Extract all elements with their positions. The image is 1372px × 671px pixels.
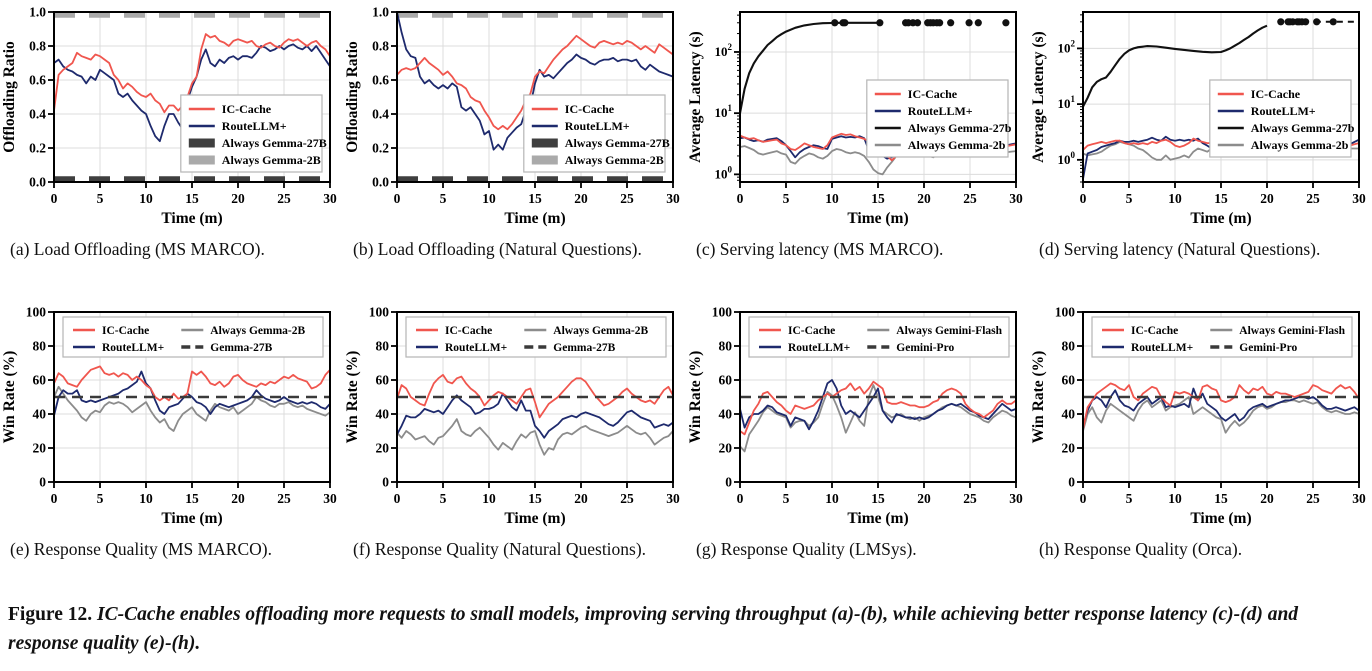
svg-text:25: 25 — [1306, 191, 1320, 206]
svg-text:RouteLLM+: RouteLLM+ — [445, 342, 508, 354]
subplot-row-top — [0, 0, 1372, 300]
svg-text:80: 80 — [1061, 338, 1075, 354]
svg-text:20: 20 — [231, 491, 245, 506]
svg-text:Time (m): Time (m) — [161, 510, 223, 527]
svg-text:15: 15 — [1214, 191, 1228, 206]
svg-text:Average Latency (s): Average Latency (s) — [1030, 31, 1047, 163]
svg-text:IC-Cache: IC-Cache — [102, 325, 150, 337]
svg-text:0.4: 0.4 — [29, 106, 46, 122]
svg-text:40: 40 — [1061, 406, 1075, 422]
svg-text:30: 30 — [1352, 191, 1366, 206]
svg-text:15: 15 — [185, 491, 199, 506]
svg-text:Always Gemma-27B: Always Gemma-27B — [221, 136, 327, 150]
svg-text:25: 25 — [277, 191, 291, 206]
chart-c-serving-latency-ms-marco — [686, 0, 1029, 228]
svg-text:IC-Cache: IC-Cache — [1131, 325, 1179, 337]
svg-text:IC-Cache: IC-Cache — [221, 102, 272, 116]
svg-text:10: 10 — [825, 491, 839, 506]
svg-text:30: 30 — [1009, 491, 1023, 506]
svg-text:10: 10 — [139, 191, 153, 206]
svg-text:0.4: 0.4 — [372, 106, 389, 122]
svg-text:Time (m): Time (m) — [161, 210, 223, 227]
svg-text:Time (m): Time (m) — [847, 510, 909, 527]
svg-text:0.6: 0.6 — [372, 72, 389, 88]
svg-text:IC-Cache: IC-Cache — [907, 87, 958, 101]
svg-text:5: 5 — [439, 191, 447, 206]
subcaption-e: (e) Response Quality (MS MARCO). — [10, 539, 272, 559]
svg-text:Always Gemma-27b: Always Gemma-27b — [907, 121, 1012, 135]
svg-text:Win Rate (%): Win Rate (%) — [1, 350, 18, 444]
svg-text:RouteLLM+: RouteLLM+ — [1131, 342, 1194, 354]
svg-text:Always Gemma-2B: Always Gemma-2B — [553, 325, 649, 337]
svg-text:101: $10^1$ — [714, 103, 732, 121]
chart-f-response-quality-natural-questions — [343, 300, 686, 528]
svg-text:IC-Cache: IC-Cache — [445, 325, 493, 337]
svg-text:0.0: 0.0 — [372, 174, 389, 190]
svg-text:5: 5 — [782, 191, 790, 206]
svg-text:10: 10 — [482, 191, 496, 206]
svg-text:20: 20 — [375, 440, 389, 456]
subcaption-c: (c) Serving latency (MS MARCO). — [696, 239, 944, 259]
svg-text:25: 25 — [1306, 491, 1320, 506]
svg-text:0: 0 — [50, 191, 58, 206]
svg-text:40: 40 — [32, 406, 46, 422]
svg-text:0: 0 — [736, 491, 744, 506]
svg-text:0.2: 0.2 — [29, 140, 46, 156]
svg-text:60: 60 — [718, 372, 732, 388]
svg-text:Time (m): Time (m) — [1190, 510, 1252, 527]
svg-text:5: 5 — [782, 491, 790, 506]
svg-text:101: $10^1$ — [1057, 94, 1075, 112]
svg-text:IC-Cache: IC-Cache — [1250, 87, 1301, 101]
svg-text:Always Gemini-Flash: Always Gemini-Flash — [1239, 325, 1346, 337]
figure-caption-label: Figure 12. — [8, 604, 93, 625]
svg-text:5: 5 — [96, 491, 104, 506]
svg-text:Always Gemma-2B: Always Gemma-2B — [221, 153, 321, 167]
svg-text:80: 80 — [32, 338, 46, 354]
chart-g-response-quality-lmsys — [686, 300, 1029, 528]
svg-text:25: 25 — [620, 491, 634, 506]
subcaption-f: (f) Response Quality (Natural Questions). — [353, 539, 647, 559]
figure-caption-text: IC-Cache enables offloading more requests to small models, improving serving throughput (a)-(b), while achieving better response latency (c)-(d) and response quality (e)-(h). — [8, 604, 1299, 655]
svg-text:1.0: 1.0 — [29, 4, 46, 20]
svg-text:30: 30 — [323, 191, 337, 206]
svg-text:30: 30 — [666, 491, 680, 506]
svg-text:0: 0 — [1079, 191, 1087, 206]
chart-h-response-quality-orca — [1029, 300, 1372, 528]
svg-text:Gemma-27B: Gemma-27B — [553, 342, 616, 354]
svg-text:40: 40 — [718, 406, 732, 422]
svg-text:Gemini-Pro: Gemini-Pro — [896, 342, 955, 354]
svg-text:15: 15 — [871, 191, 885, 206]
svg-text:0.8: 0.8 — [29, 38, 46, 54]
svg-text:100: 100 — [25, 304, 46, 320]
svg-text:Offloading Ratio: Offloading Ratio — [1, 41, 18, 153]
svg-text:10: 10 — [139, 491, 153, 506]
svg-text:Always Gemma-27b: Always Gemma-27b — [1250, 121, 1355, 135]
svg-text:25: 25 — [277, 491, 291, 506]
svg-text:20: 20 — [718, 440, 732, 456]
svg-text:80: 80 — [375, 338, 389, 354]
svg-text:Always Gemma-2B: Always Gemma-2B — [210, 325, 306, 337]
svg-text:25: 25 — [963, 191, 977, 206]
svg-text:5: 5 — [1125, 491, 1133, 506]
svg-text:10: 10 — [482, 491, 496, 506]
svg-text:100: $10^0$ — [714, 164, 732, 182]
svg-text:0: 0 — [393, 491, 401, 506]
svg-text:60: 60 — [32, 372, 46, 388]
svg-text:10: 10 — [1168, 491, 1182, 506]
figure-caption — [8, 600, 1362, 659]
subcaption-g: (g) Response Quality (LMSys). — [696, 539, 917, 559]
svg-text:Always Gemini-Flash: Always Gemini-Flash — [896, 325, 1003, 337]
svg-text:Time (m): Time (m) — [504, 210, 566, 227]
subcaption-h: (h) Response Quality (Orca). — [1039, 539, 1243, 559]
svg-text:0: 0 — [736, 191, 744, 206]
svg-text:30: 30 — [666, 191, 680, 206]
svg-text:80: 80 — [718, 338, 732, 354]
svg-text:20: 20 — [917, 491, 931, 506]
svg-text:5: 5 — [1125, 191, 1133, 206]
chart-d-serving-latency-natural-questions — [1029, 0, 1372, 228]
svg-text:20: 20 — [917, 191, 931, 206]
svg-text:20: 20 — [1260, 191, 1274, 206]
svg-text:5: 5 — [439, 491, 447, 506]
svg-text:Always Gemma-2B: Always Gemma-2B — [564, 153, 664, 167]
subcaption-a: (a) Load Offloading (MS MARCO). — [10, 239, 265, 259]
svg-text:60: 60 — [1061, 372, 1075, 388]
svg-text:1.0: 1.0 — [372, 4, 389, 20]
svg-text:0.0: 0.0 — [29, 174, 46, 190]
svg-text:RouteLLM+: RouteLLM+ — [788, 342, 851, 354]
svg-text:102: $10^2$ — [714, 41, 732, 59]
svg-text:20: 20 — [574, 191, 588, 206]
svg-text:15: 15 — [528, 191, 542, 206]
svg-text:100: 100 — [711, 304, 732, 320]
svg-text:100: $10^0$ — [1057, 149, 1075, 167]
svg-text:Offloading Ratio: Offloading Ratio — [344, 41, 361, 153]
subcaption-b: (b) Load Offloading (Natural Questions). — [353, 239, 642, 259]
svg-text:Always Gemma-27B: Always Gemma-27B — [564, 136, 670, 150]
svg-text:20: 20 — [1061, 440, 1075, 456]
svg-text:100: 100 — [368, 304, 389, 320]
svg-text:0.6: 0.6 — [29, 72, 46, 88]
svg-text:5: 5 — [96, 191, 104, 206]
svg-text:15: 15 — [871, 491, 885, 506]
subcaption-d: (d) Serving latency (Natural Questions). — [1039, 239, 1321, 259]
svg-text:20: 20 — [1260, 491, 1274, 506]
svg-text:Gemini-Pro: Gemini-Pro — [1239, 342, 1298, 354]
svg-text:10: 10 — [1168, 191, 1182, 206]
svg-text:Time (m): Time (m) — [847, 210, 909, 227]
svg-text:0: 0 — [1079, 491, 1087, 506]
svg-text:Win Rate (%): Win Rate (%) — [687, 350, 704, 444]
svg-text:0: 0 — [725, 474, 732, 490]
svg-text:RouteLLM+: RouteLLM+ — [907, 104, 973, 118]
svg-text:20: 20 — [574, 491, 588, 506]
svg-text:30: 30 — [323, 491, 337, 506]
svg-text:Time (m): Time (m) — [1190, 210, 1252, 227]
svg-text:0: 0 — [50, 491, 58, 506]
chart-e-response-quality-ms-marco — [0, 300, 343, 528]
svg-text:IC-Cache: IC-Cache — [788, 325, 836, 337]
svg-text:102: $10^2$ — [1057, 38, 1075, 56]
svg-text:Time (m): Time (m) — [504, 510, 566, 527]
svg-text:20: 20 — [32, 440, 46, 456]
svg-text:0: 0 — [1068, 474, 1075, 490]
svg-text:20: 20 — [231, 191, 245, 206]
svg-text:0.8: 0.8 — [372, 38, 389, 54]
chart-b-load-offloading-natural-questions — [343, 0, 686, 228]
svg-text:15: 15 — [528, 491, 542, 506]
svg-text:0: 0 — [39, 474, 46, 490]
svg-text:Win Rate (%): Win Rate (%) — [1030, 350, 1047, 444]
svg-text:10: 10 — [825, 191, 839, 206]
svg-text:30: 30 — [1009, 191, 1023, 206]
svg-text:0: 0 — [382, 474, 389, 490]
svg-text:Average Latency (s): Average Latency (s) — [687, 31, 704, 163]
svg-text:Always Gemma-2b: Always Gemma-2b — [907, 138, 1006, 152]
svg-text:15: 15 — [185, 191, 199, 206]
svg-text:0: 0 — [393, 191, 401, 206]
svg-text:40: 40 — [375, 406, 389, 422]
svg-text:60: 60 — [375, 372, 389, 388]
svg-text:25: 25 — [963, 491, 977, 506]
svg-text:30: 30 — [1352, 491, 1366, 506]
svg-text:Always Gemma-2b: Always Gemma-2b — [1250, 138, 1349, 152]
chart-a-load-offloading-ms-marco — [0, 0, 343, 228]
svg-text:15: 15 — [1214, 491, 1228, 506]
svg-text:100: 100 — [1054, 304, 1075, 320]
svg-text:RouteLLM+: RouteLLM+ — [221, 119, 287, 133]
svg-text:Win Rate (%): Win Rate (%) — [344, 350, 361, 444]
svg-text:Gemma-27B: Gemma-27B — [210, 342, 273, 354]
svg-text:RouteLLM+: RouteLLM+ — [1250, 104, 1316, 118]
svg-text:IC-Cache: IC-Cache — [564, 102, 615, 116]
svg-text:25: 25 — [620, 191, 634, 206]
subplot-row-bottom — [0, 300, 1372, 586]
svg-text:RouteLLM+: RouteLLM+ — [564, 119, 630, 133]
svg-text:RouteLLM+: RouteLLM+ — [102, 342, 165, 354]
svg-text:0.2: 0.2 — [372, 140, 389, 156]
